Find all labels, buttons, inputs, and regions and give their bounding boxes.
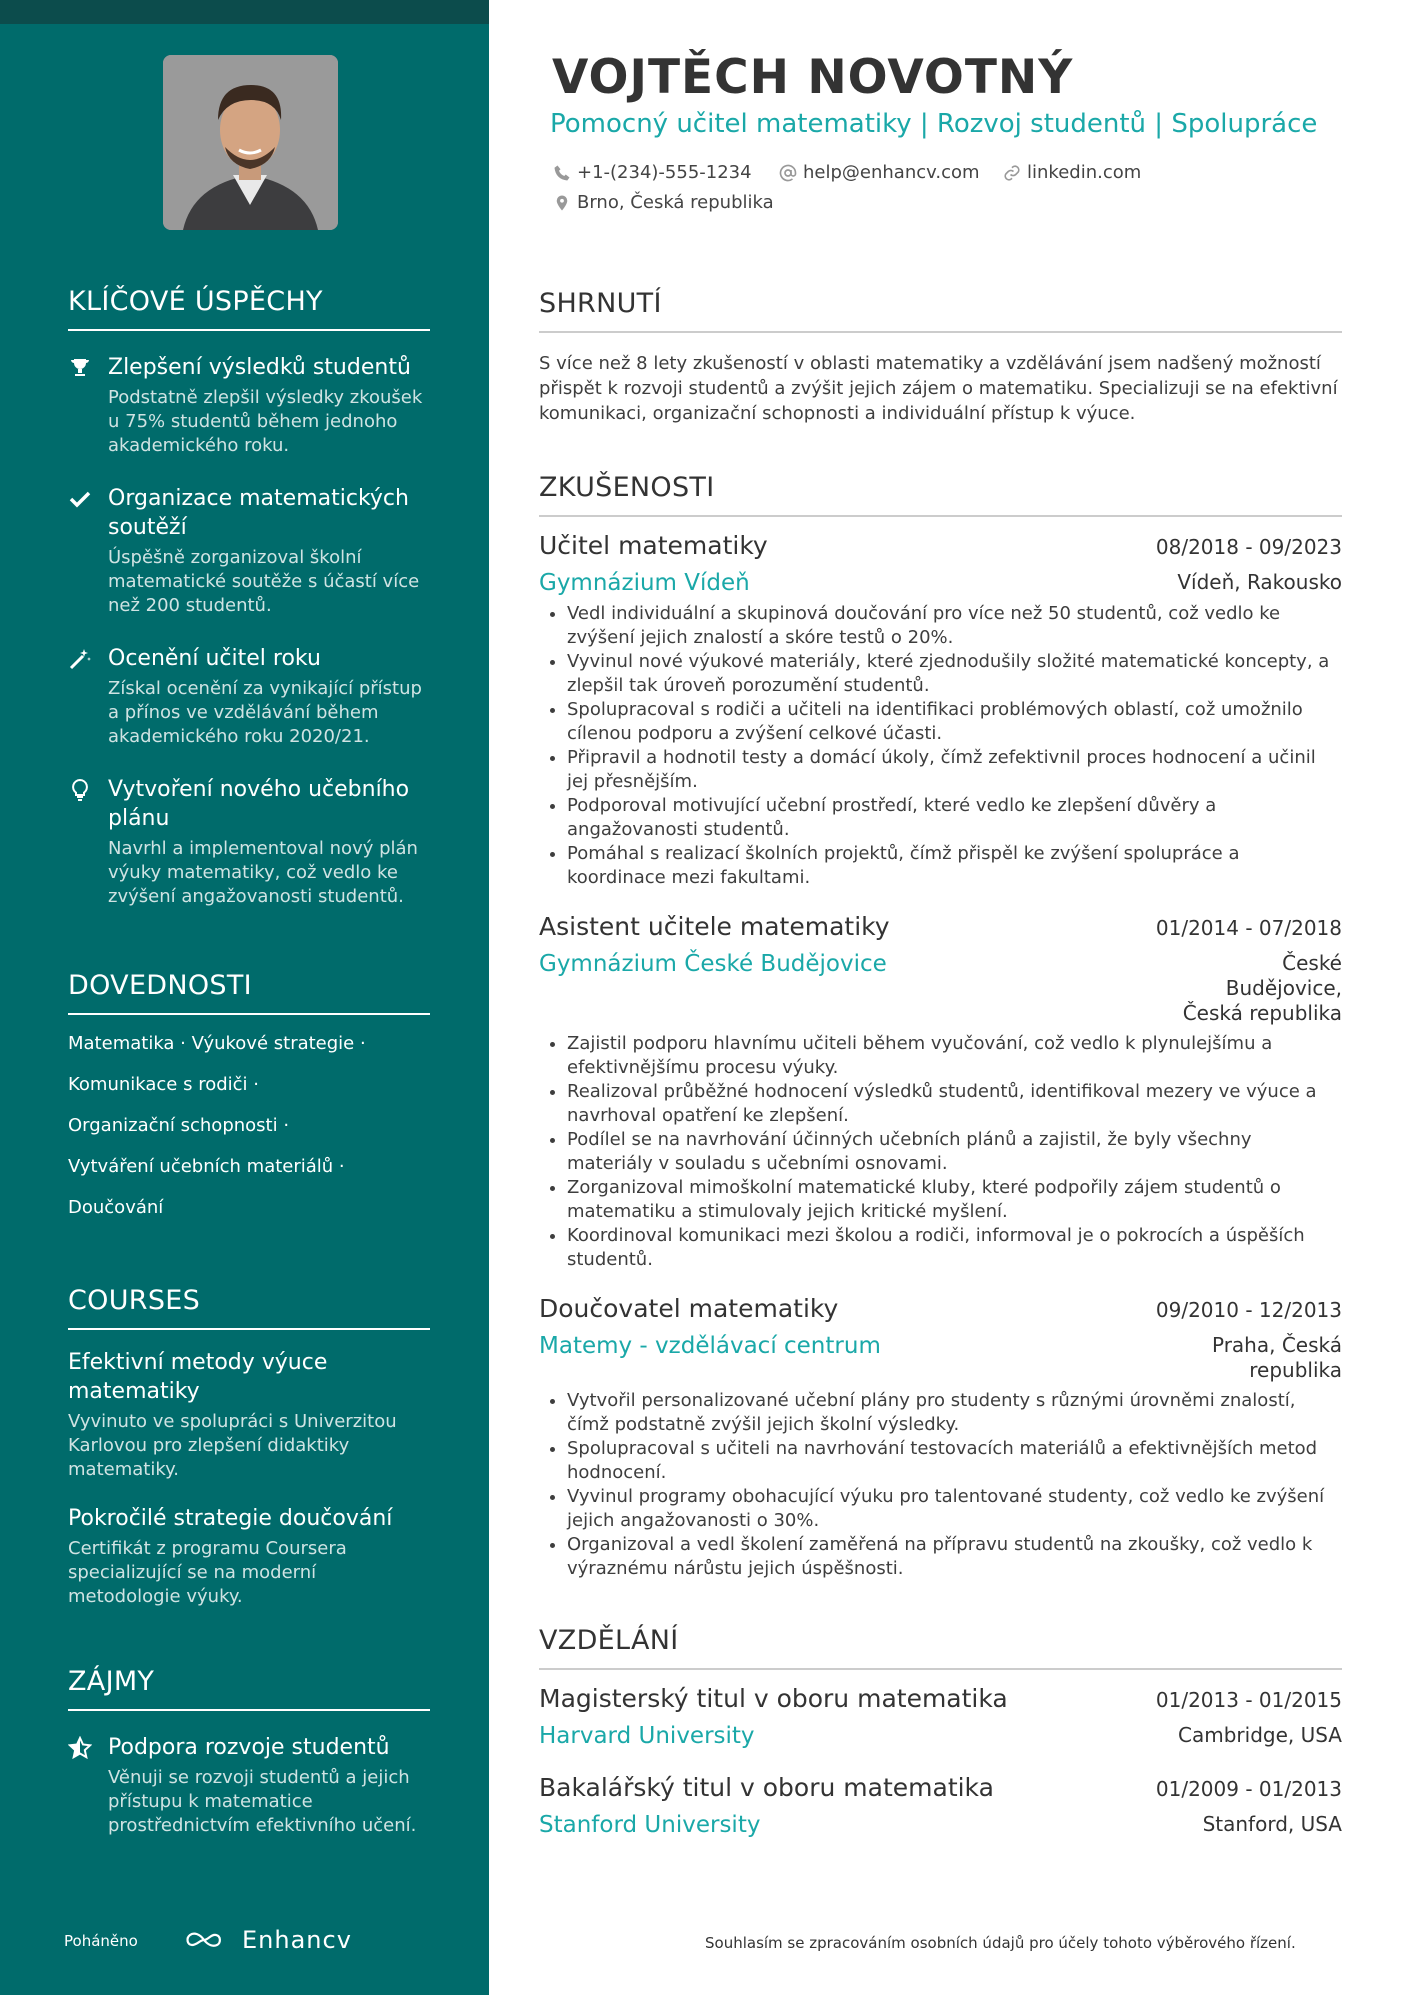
course-title: Efektivní metody výuce matematiky [68,1350,328,1404]
job-entry [539,1294,1342,1581]
achievement-title: Ocenění učitel roku [108,646,321,671]
course-title: Pokročilé strategie doučování [68,1506,393,1531]
email-value[interactable]: help@enhancv.com [803,162,980,183]
job-bullet: • Vyvinul nové výukové materiály, které zjednodušily složité matematické koncepty, a zlepšil tak úroveň porozumění studentů. [567,650,1342,698]
job-date: 01/2014 - 07/2018 [1155,916,1342,940]
education-entry [539,1684,1342,1749]
job-title: Asistent učitele matematiky [539,912,890,941]
summary-title: SHRNUTÍ [539,288,1342,333]
powered-by-label: Poháněno [64,1932,138,1950]
job-bullet: • Podílel se na navrhování účinných učebních plánů a zajistil, že byly všechny materiály v souladu s učebními osnovami. [567,1128,1342,1176]
contact-location [553,192,774,213]
achievement-desc: Podstatně zlepšil výsledky zkoušek u 75% studentů během jednoho akademického roku. [108,387,423,456]
education-date: 01/2009 - 01/2013 [1155,1777,1342,1801]
education-degree: Magisterský titul v oboru matematika [539,1684,1008,1713]
skill-item: Doučování [68,1197,164,1218]
lightbulb-icon [68,778,92,802]
job-bullets [539,602,1342,890]
education-school: Harvard University [539,1723,755,1749]
job-bullet: • Zorganizoval mimoškolní matematické kluby, které podpořily zájem studentů o matematiku a stimulovaly jejich kritické myšlení. [567,1176,1342,1224]
job-entry [539,912,1342,1272]
job-bullet: • Organizoval a vedl školení zaměřená na přípravu studentů na zkoušky, což vedlo k výraznému nárůstu jejich úspěšnosti. [567,1533,1342,1581]
job-bullet: • Spolupracoval s rodiči a učiteli na identifikaci problémových oblastí, což umožnilo cílenou podporu a zvýšení celkové účasti. [567,698,1342,746]
achievement-item [68,353,430,458]
education-title: VZDĚLÁNÍ [539,1625,1342,1670]
job-company: Gymnázium České Budějovice [539,951,887,977]
interests-section [68,1666,430,1838]
education-degree: Bakalářský titul v oboru matematika [539,1773,994,1802]
experience-title: ZKUŠENOSTI [539,472,1342,517]
job-bullet: • Vedl individuální a skupinová doučování pro více než 50 studentů, což vedlo ke zvýšení jejich znalostí a skóre testů o 20%. [567,602,1342,650]
skills-title: DOVEDNOSTI [68,970,430,1015]
at-sign-icon [779,164,797,182]
achievement-item [68,644,430,749]
enhancv-brand: Enhancv [242,1926,352,1954]
job-location: Vídeň, Rakousko [1177,570,1342,594]
interest-title: Podpora rozvoje studentů [108,1735,390,1760]
job-bullet: • Pomáhal s realizací školních projektů, čímž přispěl ke zvýšení spolupráce a koordinace mezi fakultami. [567,842,1342,890]
job-location: České Budějovice, Česká republika [1182,951,1342,1025]
education-entry [539,1773,1342,1838]
skill-item: Komunikace s rodiči · [68,1074,259,1095]
courses-section [68,1285,430,1609]
education-school: Stanford University [539,1812,761,1838]
job-bullet: • Vytvořil personalizované učební plány pro studenty s různými úrovněmi znalostí, čímž podstatně zvýšil jejich školní výsledky. [567,1389,1342,1437]
achievement-title: Vytvoření nového učebního plánu [108,777,410,831]
achievement-item [68,484,430,618]
job-bullets [539,1389,1342,1581]
job-bullet: • Spolupracoval s učiteli na navrhování testovacích materiálů a efektivnějších metod hodnocení. [567,1437,1342,1485]
profile-photo [163,55,338,230]
course-desc: Certifikát z programu Coursera specializující se na moderní metodologie výuky. [68,1538,347,1607]
summary-section [539,288,1342,426]
skill-item: Vytváření učebních materiálů · [68,1156,345,1177]
achievements-section [68,286,430,909]
job-company: Matemy - vzdělávací centrum [539,1333,881,1359]
job-bullet: • Realizoval průběžné hodnocení výsledků studentů, identifikoval mezery ve výuce a navrhoval opatření ke zlepšení. [567,1080,1342,1128]
candidate-name: VOJTĚCH NOVOTNÝ [552,50,1074,105]
contact-phone [553,162,752,183]
achievement-item [68,775,430,909]
achievement-title: Zlepšení výsledků studentů [108,355,411,380]
education-section [539,1625,1342,1838]
phone-value: +1-(234)-555-1234 [577,162,752,183]
magic-wand-icon [68,647,92,671]
summary-text: S více než 8 lety zkušeností v oblasti matematiky a vzdělávání jsem nadšený možností přispět k rozvoji studentů a zvýšit jejich zájem o matematiku. Specializuji se na efektivní komunikaci, organizační schopnosti a individuální přístup k výuce. [539,353,1338,424]
candidate-role: Pomocný učitel matematiky | Rozvoj studentů | Spolupráce [550,109,1318,139]
contact-email[interactable] [779,162,980,183]
star-icon [68,1736,92,1760]
interests-title: ZÁJMY [68,1666,430,1711]
achievement-desc: Úspěšně zorganizoval školní matematické soutěže s účastí více než 200 studentů. [108,547,420,616]
skills-section [68,970,430,1220]
job-date: 08/2018 - 09/2023 [1155,535,1342,559]
achievement-desc: Získal ocenění za vynikající přístup a přínos ve vzdělávání během akademického roku 2020/21. [108,678,422,747]
linkedin-value[interactable]: linkedin.com [1027,162,1142,183]
job-bullet: • Připravil a hodnotil testy a domácí úkoly, čímž zefektivnil proces hodnocení a učinil jej přesnějším. [567,746,1342,794]
education-date: 01/2013 - 01/2015 [1155,1688,1342,1712]
achievement-title: Organizace matematických soutěží [108,486,409,540]
contact-linkedin[interactable] [1003,162,1141,183]
job-date: 09/2010 - 12/2013 [1155,1298,1342,1322]
job-bullet: • Zajistil podporu hlavnímu učiteli během vyučování, což vedlo k plynulejšímu a efektivnějšímu procesu výuky. [567,1032,1342,1080]
phone-icon [553,164,571,182]
job-bullets [539,1032,1342,1272]
courses-title: COURSES [68,1285,430,1330]
location-value: Brno, Česká republika [577,192,774,213]
job-bullet: • Vyvinul programy obohacující výuku pro talentované studenty, což vedlo ke zvýšení jejich angažovanosti o 30%. [567,1485,1342,1533]
achievements-title: KLÍČOVÉ ÚSPĚCHY [68,286,430,331]
job-bullet: • Koordinoval komunikaci mezi školou a rodiči, informoval je o pokrocích a úspěších studentů. [567,1224,1342,1272]
link-icon [1003,164,1021,182]
interest-item [68,1733,430,1838]
interest-desc: Věnuji se rozvoji studentů a jejich přístupu k matematice prostřednictvím efektivního učení. [108,1767,417,1836]
enhancv-logo-icon [184,1928,224,1952]
job-title: Doučovatel matematiky [539,1294,839,1323]
job-title: Učitel matematiky [539,531,768,560]
job-company: Gymnázium Vídeň [539,570,750,596]
achievement-desc: Navrhl a implementoval nový plán výuky matematiky, což vedlo ke zvýšení angažovanosti studentů. [108,838,418,907]
consent-note: Souhlasím se zpracováním osobních údajů pro účely tohoto výběrového řízení. [705,1934,1296,1952]
education-location: Cambridge, USA [1178,1723,1342,1747]
education-location: Stanford, USA [1202,1812,1342,1836]
skill-item: Matematika · Výukové strategie · [68,1033,366,1054]
job-location: Praha, Česká republika [1211,1333,1342,1382]
sidebar-top-bar [0,0,489,24]
checkmark-icon [68,487,92,511]
course-desc: Vyvinuto ve spolupráci s Univerzitou Karlovou pro zlepšení didaktiky matematiky. [68,1411,397,1480]
location-pin-icon [553,194,571,212]
skill-item: Organizační schopnosti · [68,1115,290,1136]
sidebar [0,0,489,1995]
job-entry [539,531,1342,890]
job-bullet: • Podporoval motivující učební prostředí, které vedlo ke zlepšení důvěry a angažovanosti studentů. [567,794,1342,842]
trophy-icon [68,356,92,380]
experience-section [539,472,1342,1581]
